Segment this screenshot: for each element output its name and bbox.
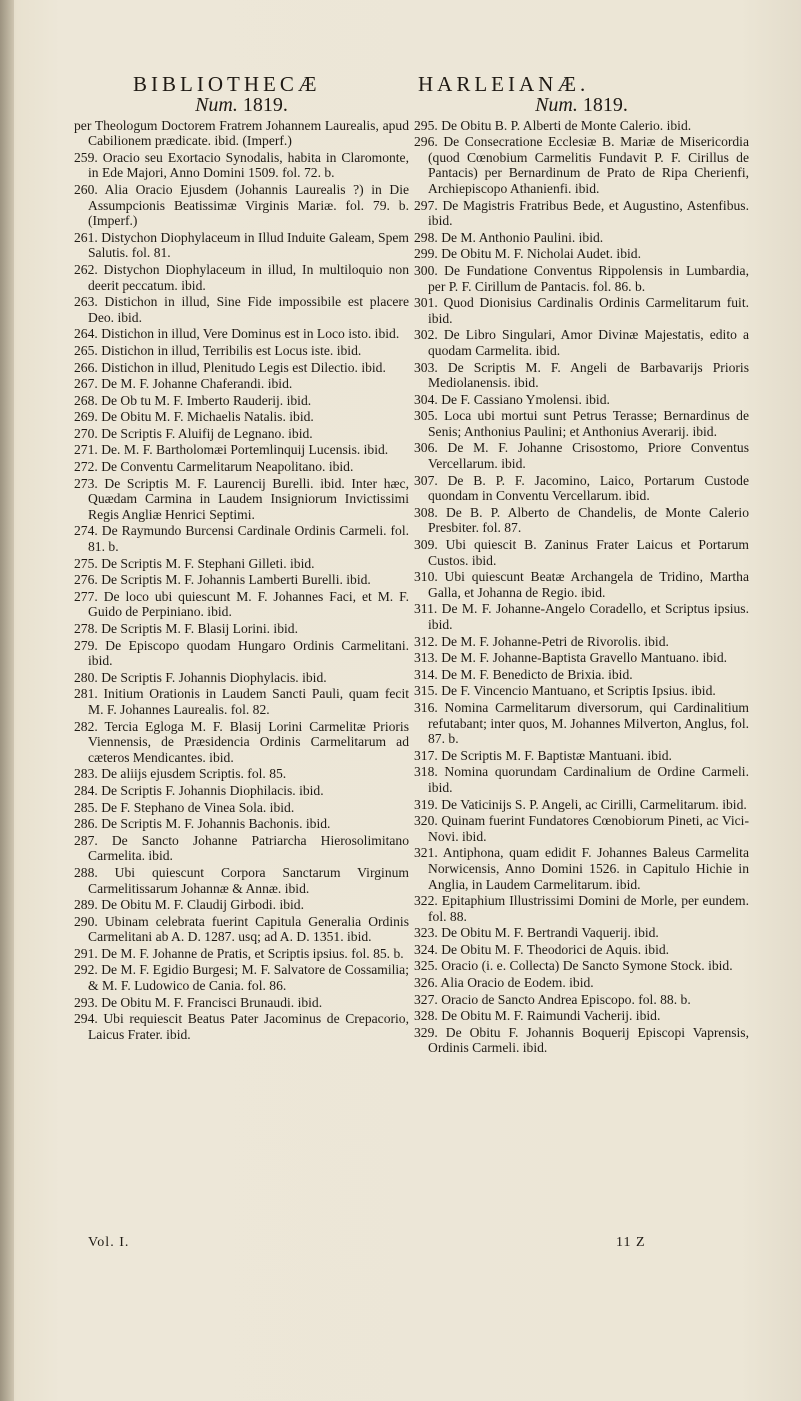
catalogue-entry: 308. De B. P. Alberto de Chandelis, de Monte Calerio Presbiter. fol. 87. [414, 504, 749, 536]
left-entry-list [74, 118, 409, 1043]
num-value: 1819. [242, 94, 288, 116]
catalogue-entry: 290. Ubinam celebrata fuerint Capitula Generalia Ordinis Carmelitani ab A. D. 1287. usq; ad A. D. 1351. ibid. [74, 913, 409, 945]
catalogue-entry: 303. De Scriptis M. F. Angeli de Barbavarijs Prioris Mediolanensis. ibid. [414, 359, 749, 391]
running-head-left: BIBLIOTHECÆ [133, 72, 321, 96]
catalogue-entry: 324. De Obitu M. F. Theodorici de Aquis. ibid. [414, 941, 670, 957]
catalogue-entry: 286. De Scriptis M. F. Johannis Bachonis. ibid. [74, 816, 331, 832]
catalogue-entry: 285. De F. Stephano de Vinea Sola. ibid. [74, 799, 295, 815]
catalogue-entry: 269. De Obitu M. F. Michaelis Natalis. ibid. [74, 409, 314, 425]
catalogue-entry: 313. De M. F. Johanne-Baptista Gravello Mantuano. ibid. [414, 650, 728, 666]
right-column-heading [414, 94, 749, 116]
catalogue-entry: 263. Distichon in illud, Sine Fide impossibile est placere Deo. ibid. [74, 294, 409, 325]
left-column-heading [74, 94, 409, 116]
catalogue-entry: per Theologum Doctorem Fratrem Johannem Laurealis, apud Cabilionem prædicate. ibid. (Imperf.) [74, 117, 409, 149]
catalogue-entry: 261. Distychon Diophylaceum in Illud Induite Galeam, Spem Salutis. fol. 81. [74, 229, 409, 261]
catalogue-entry: 279. De Episcopo quodam Hungaro Ordinis Carmelitani. ibid. [74, 637, 409, 669]
catalogue-entry: 289. De Obitu M. F. Claudij Girbodi. ibid. [74, 897, 305, 913]
catalogue-entry: 271. De. M. F. Bartholomæi Portemlinquij Lucensis. ibid. [74, 442, 389, 458]
catalogue-entry: 264. Distichon in illud, Vere Dominus est in Loco isto. ibid. [74, 326, 400, 342]
catalogue-entry: 292. De M. F. Egidio Burgesi; M. F. Salvatore de Cossamilia; & M. F. Ludowico de Cania. fol. 86. [74, 962, 409, 994]
catalogue-entry: 325. Oracio (i. e. Collecta) De Sancto Symone Stock. ibid. [414, 958, 733, 974]
catalogue-entry: 309. Ubi quiescit B. Zaninus Frater Laicus et Portarum Custos. ibid. [414, 537, 749, 568]
catalogue-entry: 305. Loca ubi mortui sunt Petrus Terasse; Bernardinus de Senis; Anthonius Paulini; et Anthonius Averarij. ibid. [414, 408, 749, 439]
right-entry-list [414, 118, 749, 1056]
catalogue-entry: 319. De Vaticinijs S. P. Angeli, ac Cirilli, Carmelitarum. ibid. [414, 796, 747, 812]
catalogue-entry: 318. Nomina quorundam Cardinalium de Ordine Carmeli. ibid. [414, 764, 749, 795]
catalogue-entry: 297. De Magistris Fratribus Bede, et Augustino, Astenfibus. ibid. [414, 197, 749, 229]
catalogue-entry: 320. Quinam fuerint Fundatores Cœnobiorum Pineti, ac Vici-Novi. ibid. [414, 813, 749, 844]
catalogue-entry: 262. Distychon Diophylaceum in illud, In multiloquio non deerit peccatum. ibid. [74, 261, 409, 293]
catalogue-entry: 291. De M. F. Johanne de Pratis, et Scriptis ipsius. fol. 85. b. [74, 945, 404, 961]
num-value: 1819. [582, 94, 628, 116]
catalogue-entry: 276. De Scriptis M. F. Johannis Lamberti Burelli. ibid. [74, 572, 371, 588]
catalogue-entry: 293. De Obitu M. F. Francisci Brunaudi. ibid. [74, 994, 323, 1010]
catalogue-entry: 321. Antiphona, quam edidit F. Johannes Baleus Carmelita Norwicensis, Anno Domini 1526. in Capitulo Hichie in Anglia, in Laudem Carmelitarum. ibid. [414, 845, 749, 892]
catalogue-entry: 316. Nomina Carmelitarum diversorum, qui Cardinalitium refutabant; inter quos, M. Johannes Milverton, Anglus, fol. 87. b. [414, 699, 749, 747]
num-label: Num. [195, 94, 238, 116]
catalogue-entry: 322. Epitaphium Illustrissimi Domini de Morle, per eundem. fol. 88. [414, 893, 749, 924]
catalogue-entry: 326. Alia Oracio de Eodem. ibid. [414, 975, 594, 991]
catalogue-entry: 277. De loco ubi quiescunt M. F. Johannes Faci, et M. F. Guido de Perpiniano. ibid. [74, 588, 409, 620]
catalogue-entry: 268. De Ob tu M. F. Imberto Rauderij. ibid. [74, 392, 312, 408]
catalogue-entry: 314. De M. F. Benedicto de Brixia. ibid. [414, 666, 633, 682]
column-divider [403, 100, 404, 1230]
catalogue-entry: 299. De Obitu M. F. Nicholai Audet. ibid. [414, 246, 641, 262]
catalogue-entry: 272. De Conventu Carmelitarum Neapolitano. ibid. [74, 459, 354, 475]
right-column [414, 94, 749, 1057]
catalogue-entry: 265. Distichon in illud, Terribilis est Locus iste. ibid. [74, 342, 362, 358]
catalogue-entry: 275. De Scriptis M. F. Stephani Gilleti. ibid. [74, 555, 315, 571]
catalogue-entry: 311. De M. F. Johanne-Angelo Coradello, et Scriptus ipsius. ibid. [414, 601, 749, 632]
catalogue-entry: 281. Initium Orationis in Laudem Sancti Pauli, quam fecit M. F. Johannes Laurealis. fol. 82. [74, 686, 409, 717]
catalogue-entry: 287. De Sancto Johanne Patriarcha Hierosolimitano Carmelita. ibid. [74, 832, 409, 864]
page-gutter [0, 0, 14, 1401]
catalogue-entry: 273. De Scriptis M. F. Laurencij Burelli. ibid. Inter hæc, Quædam Carmina in Laudem Insigniorum Invictissimi Regis Angliæ Henrici Septimi. [74, 475, 409, 522]
catalogue-entry: 323. De Obitu M. F. Bertrandi Vaquerij. ibid. [414, 925, 659, 941]
catalogue-entry: 283. De aliijs ejusdem Scriptis. fol. 85. [74, 766, 287, 782]
catalogue-entry: 266. Distichon in illud, Plenitudo Legis est Dilectio. ibid. [74, 359, 386, 375]
catalogue-entry: 302. De Libro Singulari, Amor Divinæ Majestatis, edito a quodam Carmelita. ibid. [414, 327, 749, 358]
catalogue-entry: 295. De Obitu B. P. Alberti de Monte Calerio. ibid. [414, 117, 692, 133]
catalogue-entry: 284. De Scriptis F. Johannis Diophilacis. ibid. [74, 782, 324, 798]
catalogue-entry: 329. De Obitu F. Johannis Boquerij Episcopi Vaprensis, Ordinis Carmeli. ibid. [414, 1024, 749, 1056]
catalogue-entry: 327. Oracio de Sancto Andrea Episcopo. fol. 88. b. [414, 991, 691, 1007]
catalogue-entry: 274. De Raymundo Burcensi Cardinale Ordinis Carmeli. fol. 81. b. [74, 523, 409, 555]
catalogue-entry: 312. De M. F. Johanne-Petri de Rivorolis. ibid. [414, 633, 669, 649]
catalogue-entry: 315. De F. Vincencio Mantuano, et Scriptis Ipsius. ibid. [414, 683, 716, 699]
catalogue-entry: 296. De Consecratione Ecclesiæ B. Mariæ de Misericordia (quod Cœnobium Carmelitis Fundavit P. F. Cirillus de Pantacis) per Bernardinum de Prato de Ripa Cherienfi, Archiepiscopo Athanienfi. ibid. [414, 134, 749, 196]
catalogue-entry: 259. Oracio seu Exortacio Synodalis, habita in Claromonte, in Ede Majori, Anno Domini 1509. fol. 72. b. [74, 149, 409, 181]
catalogue-entry: 270. De Scriptis F. Aluifij de Legnano. ibid. [74, 425, 313, 441]
catalogue-entry: 260. Alia Oracio Ejusdem (Johannis Laurealis ?) in Die Assumpcionis Beatissimæ Virginis Mariæ. fol. 79. b. (Imperf.) [74, 181, 409, 229]
catalogue-entry: 304. De F. Cassiano Ymolensi. ibid. [414, 391, 610, 407]
catalogue-entry: 301. Quod Dionisius Cardinalis Ordinis Carmelitarum fuit. ibid. [414, 295, 749, 326]
catalogue-entry: 328. De Obitu M. F. Raimundi Vacherij. ibid. [414, 1008, 661, 1024]
catalogue-entry: 307. De B. P. F. Jacomino, Laico, Portarum Custode quondam in Conventu Vercellarum. ibid. [414, 472, 749, 504]
catalogue-entry: 282. Tercia Egloga M. F. Blasij Lorini Carmelitæ Prioris Viennensis, de Præsidencia Ordinis Carmelitarum ad cæteros Mendicantes. ibid. [74, 718, 409, 765]
num-label: Num. [535, 94, 578, 116]
catalogue-entry: 278. De Scriptis M. F. Blasij Lorini. ibid. [74, 621, 298, 636]
catalogue-entry: 306. De M. F. Johanne Crisostomo, Priore Conventus Vercellarum. ibid. [414, 440, 749, 472]
gathering-signature: 11 Z [616, 1235, 646, 1250]
catalogue-entry: 300. De Fundatione Conventus Rippolensis in Lumbardia, per P. F. Cirillum de Pantacis. fol. 86. b. [414, 262, 749, 294]
catalogue-entry: 310. Ubi quiescunt Beatæ Archangela de Tridino, Martha Galla, et Johanna de Regio. ibid. [414, 569, 749, 600]
running-head-right: HARLEIANÆ. [418, 72, 590, 96]
catalogue-entry: 280. De Scriptis F. Johannis Diophylacis. ibid. [74, 669, 327, 685]
catalogue-entry: 288. Ubi quiescunt Corpora Sanctarum Virginum Carmelitissarum Johannæ & Annæ. ibid. [74, 864, 409, 896]
volume-signature: Vol. I. [88, 1235, 130, 1250]
catalogue-entry: 294. Ubi requiescit Beatus Pater Jacominus de Crepacorio, Laicus Frater. ibid. [74, 1011, 409, 1042]
left-column [74, 94, 409, 1043]
catalogue-entry: 317. De Scriptis M. F. Baptistæ Mantuani. ibid. [414, 747, 672, 763]
catalogue-entry: 298. De M. Anthonio Paulini. ibid. [414, 229, 604, 245]
catalogue-entry: 267. De M. F. Johanne Chaferandi. ibid. [74, 376, 293, 392]
